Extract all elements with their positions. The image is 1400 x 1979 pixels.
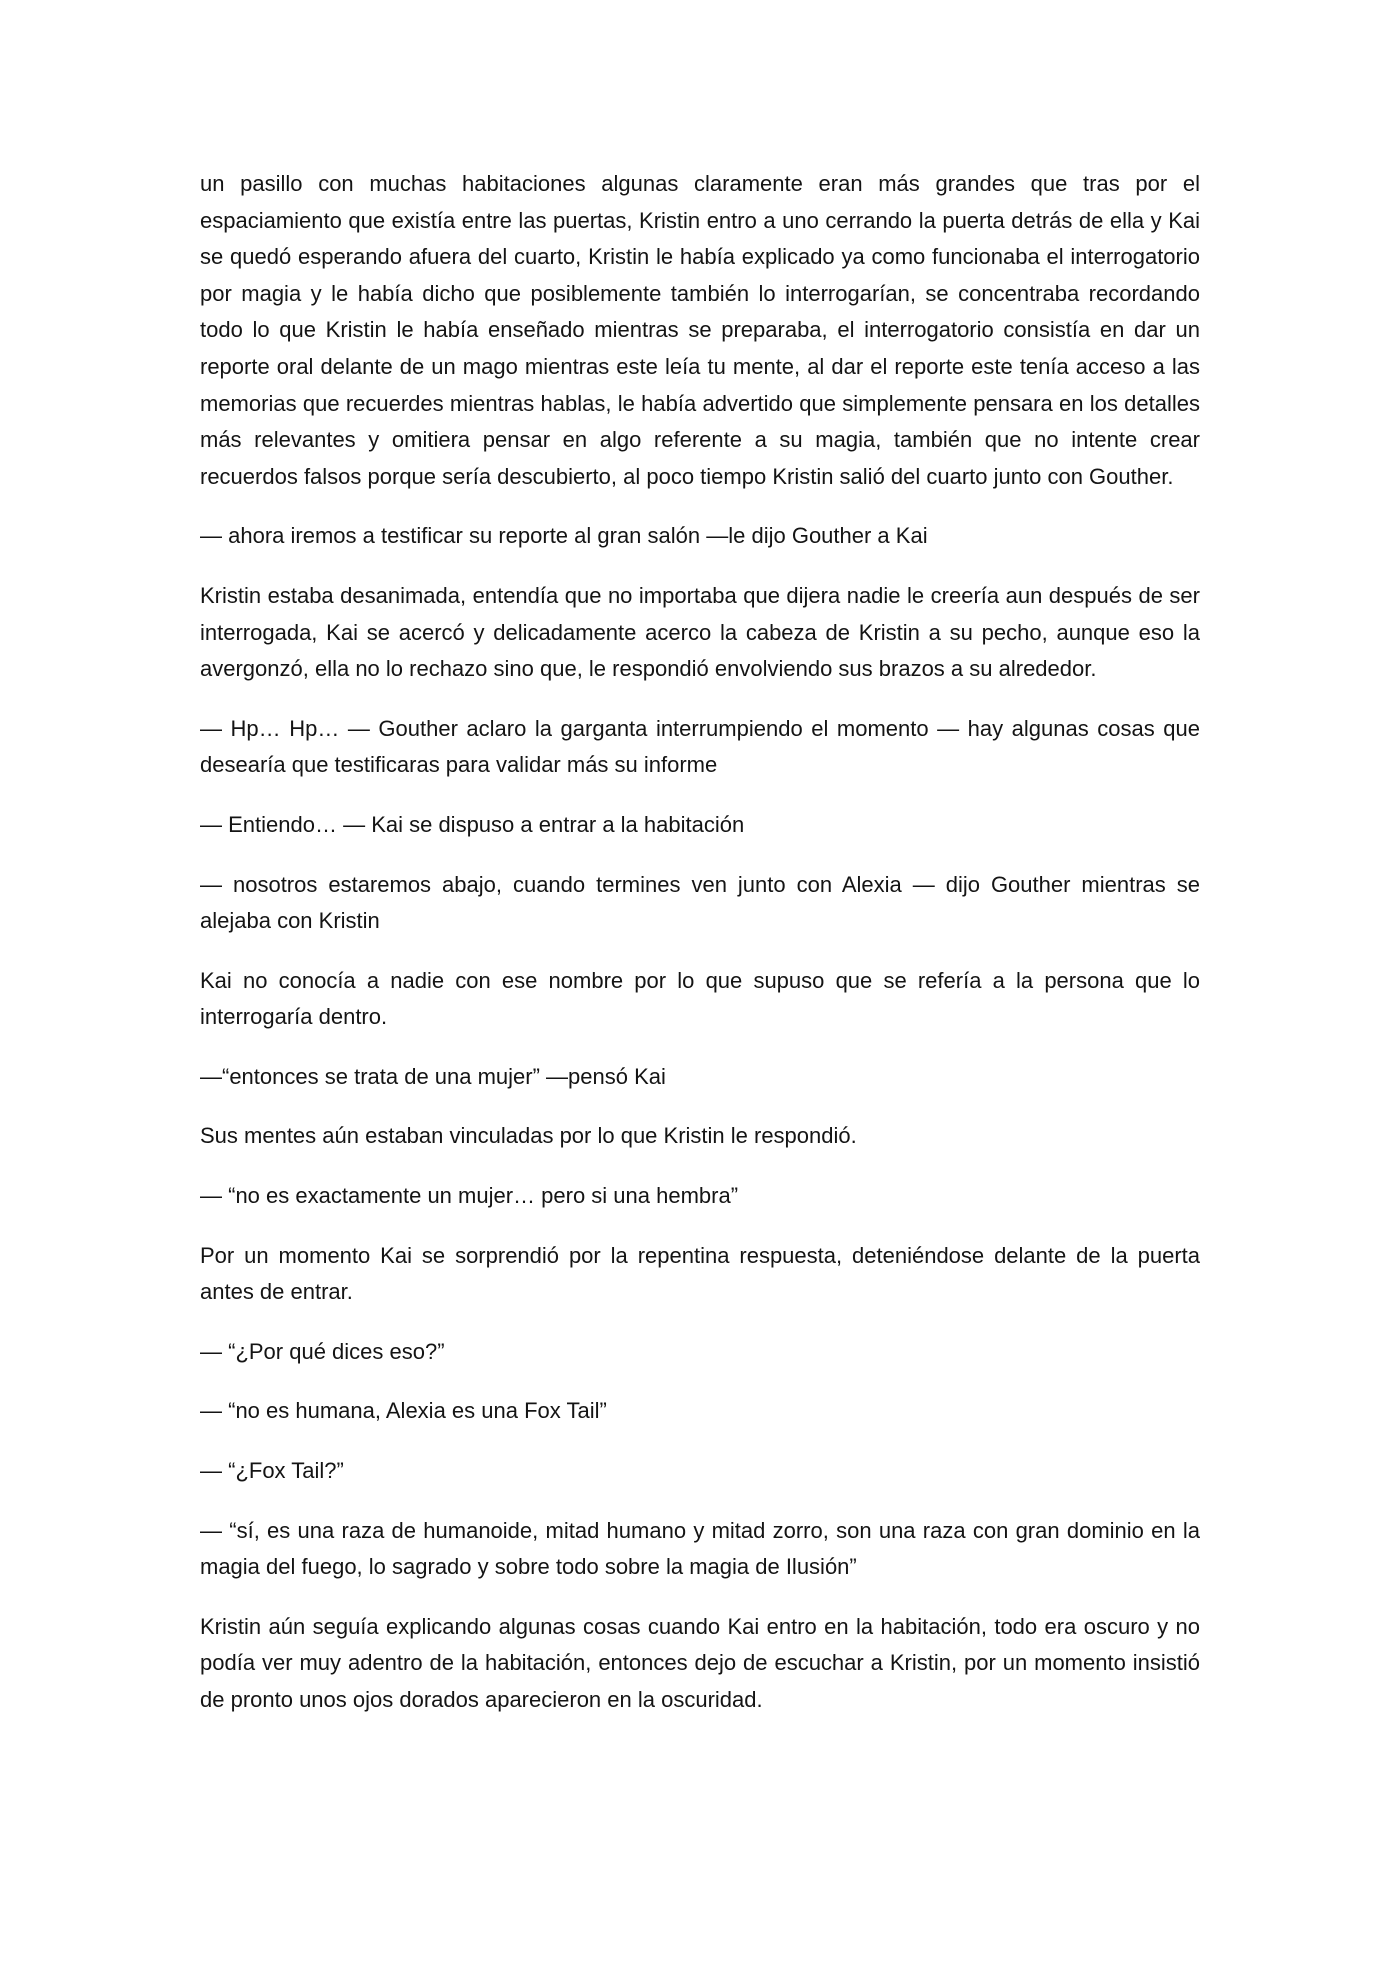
paragraph-13: — “no es humana, Alexia es una Fox Tail” bbox=[200, 1398, 607, 1424]
document-body bbox=[200, 166, 1200, 1719]
paragraph-12: — “¿Por qué dices eso?” bbox=[200, 1338, 445, 1364]
paragraph-8: —“entonces se trata de una mujer” —pensó Kai bbox=[200, 1063, 666, 1089]
paragraph-5: — Entiendo… — Kai se dispuso a entrar a la habitación bbox=[200, 811, 745, 837]
paragraph-11: Por un momento Kai se sorprendió por la repentina respuesta, deteniéndose delante de la puerta antes de entrar. bbox=[200, 1242, 1200, 1305]
paragraph-9: Sus mentes aún estaban vinculadas por lo que Kristin le respondió. bbox=[200, 1123, 857, 1149]
paragraph-10: — “no es exactamente un mujer… pero si una hembra” bbox=[200, 1183, 739, 1209]
paragraph-2: — ahora iremos a testificar su reporte al gran salón —le dijo Gouther a Kai bbox=[200, 523, 928, 549]
paragraph-15: — “sí, es una raza de humanoide, mitad humano y mitad zorro, son una raza con gran dominio en la magia del fuego, lo sagrado y sobre todo sobre la magia de Ilusión” bbox=[200, 1517, 1200, 1580]
paragraph-7: Kai no conocía a nadie con ese nombre por lo que supuso que se refería a la persona que lo interrogaría dentro. bbox=[200, 967, 1200, 1030]
paragraph-4: — Hp… Hp… — Gouther aclaro la garganta interrumpiendo el momento — hay algunas cosas que desearía que testificaras para validar más su informe bbox=[200, 715, 1200, 778]
paragraph-1: un pasillo con muchas habitaciones algunas claramente eran más grandes que tras por el espaciamiento que existía entre las puertas, Kristin entro a uno cerrando la puerta detrás de ella y Kai se quedó esperando afuera del cuarto, Kristin le había explicado ya como funcionaba el interrogatorio por magia y le había dicho que posiblemente también lo interrogarían, se concentraba recordando todo lo que Kristin le había enseñado mientras se preparaba, el interrogatorio consistía en dar un reporte oral delante de un mago mientras este leía tu mente, al dar el reporte este tenía acceso a las memorias que recuerdes mientras hablas, le había advertido que simplemente pensara en los detalles más relevantes y omitiera pensar en algo referente a su magia, también que no intente crear recuerdos falsos porque sería descubierto, al poco tiempo Kristin salió del cuarto junto con Gouther. bbox=[200, 171, 1200, 489]
paragraph-16: Kristin aún seguía explicando algunas cosas cuando Kai entro en la habitación, todo era oscuro y no podía ver muy adentro de la habitación, entonces dejo de escuchar a Kristin, por un momento insistió de pronto unos ojos dorados aparecieron en la oscuridad. bbox=[200, 1613, 1200, 1712]
paragraph-14: — “¿Fox Tail?” bbox=[200, 1458, 344, 1484]
paragraph-3: Kristin estaba desanimada, entendía que no importaba que dijera nadie le creería aun después de ser interrogada, Kai se acercó y delicadamente acerco la cabeza de Kristin a su pecho, aunque eso la avergonzó, ella no lo rechazo sino que, le respondió envolviendo sus brazos a su alrededor. bbox=[200, 582, 1200, 682]
paragraph-6: — nosotros estaremos abajo, cuando termines ven junto con Alexia — dijo Gouther mientras se alejaba con Kristin bbox=[200, 871, 1200, 934]
